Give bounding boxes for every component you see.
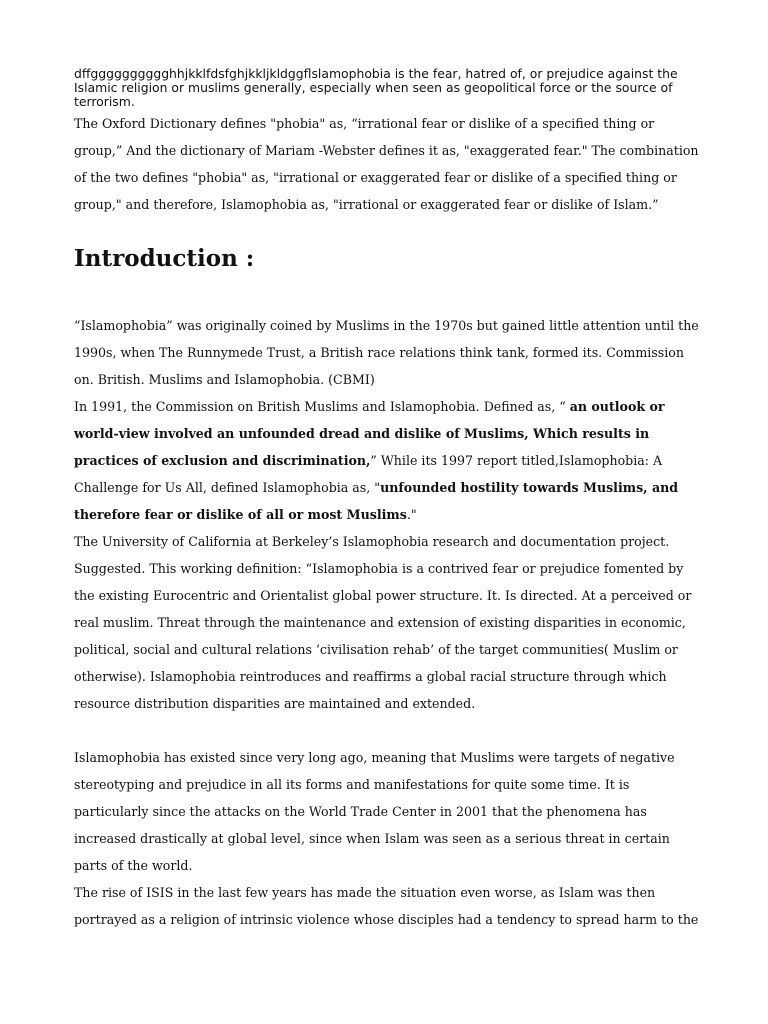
report-definition-bold: unfounded hostility towards Muslims, and therefore fear or dislike of all or most Muslims xyxy=(74,480,679,522)
commission-text-mid: ” While its 1997 report titled,Islamophobia: A Challenge for Us All, defined Islamophobia as, " xyxy=(74,453,663,495)
commission-definition-bold: an outlook or world-view involved an unfounded dread and dislike of Muslims, Which results in practices of exclusion and discrimination, xyxy=(74,399,665,468)
existed-paragraph: Islamophobia has existed since very long ago, meaning that Muslims were targets of negative stereotyping and prejudice in all its forms and manifestations for quite some time. It is particularly since the attacks on the World Trade Center in 2001 that the phenomena has increased drastically at global level, since when Islam was seen as a serious threat in certain parts of the world. xyxy=(74,750,675,873)
introduction-heading: Introduction : xyxy=(74,245,255,272)
isis-paragraph: The rise of ISIS in the last few years has made the situation even worse, as Islam was then portrayed as a religion of intrinsic violence whose disciples had a tendency to spread harm to the xyxy=(74,885,699,927)
commission-text-post: ." xyxy=(406,507,417,522)
coined-paragraph: “Islamophobia” was originally coined by Muslims in the 1970s but gained little attention until the 1990s, when The Runnymede Trust, a British race relations think tank, formed its. Commission on. British. Muslims and Islamophobia. (CBMI) xyxy=(74,318,699,387)
berkeley-paragraph: The University of California at Berkeley’s Islamophobia research and documentation project. Suggested. This working definition: “Islamophobia is a contrived fear or prejudice fomented by the existing Eurocentric and Orientalist global power structure. It. Is directed. At a perceived or real muslim. Threat through the maintenance and extension of existing disparities in economic, political, social and cultural relations ‘civilisation rehab’ of the target communities( Muslim or otherwise). Islamophobia reintroduces and reaffirms a global racial structure through which resource distribution disparities are maintained and extended. xyxy=(74,534,692,711)
commission-text-pre: In 1991, the Commission on British Muslims and Islamophobia. Defined as, “ xyxy=(74,399,570,414)
commission-1991-paragraph xyxy=(74,393,704,528)
oxford-definition-paragraph: The Oxford Dictionary defines "phobia" as, “irrational fear or dislike of a specified thing or group,” And the dictionary of Mariam -Webster defines it as, "exaggerated fear." The combination of the two defines "phobia" as, "irrational or exaggerated fear or dislike of a specified thing or group," and therefore, Islamophobia as, "irrational or exaggerated fear or dislike of Islam.” xyxy=(74,116,699,212)
intro-paragraph: dffgggggggggghhjkklfdsfghjkkljkldggflslamophobia is the fear, hatred of, or prejudice against the Islamic religion or muslims generally, especially when seen as geopolitical force or the source of terrorism. xyxy=(74,66,678,109)
